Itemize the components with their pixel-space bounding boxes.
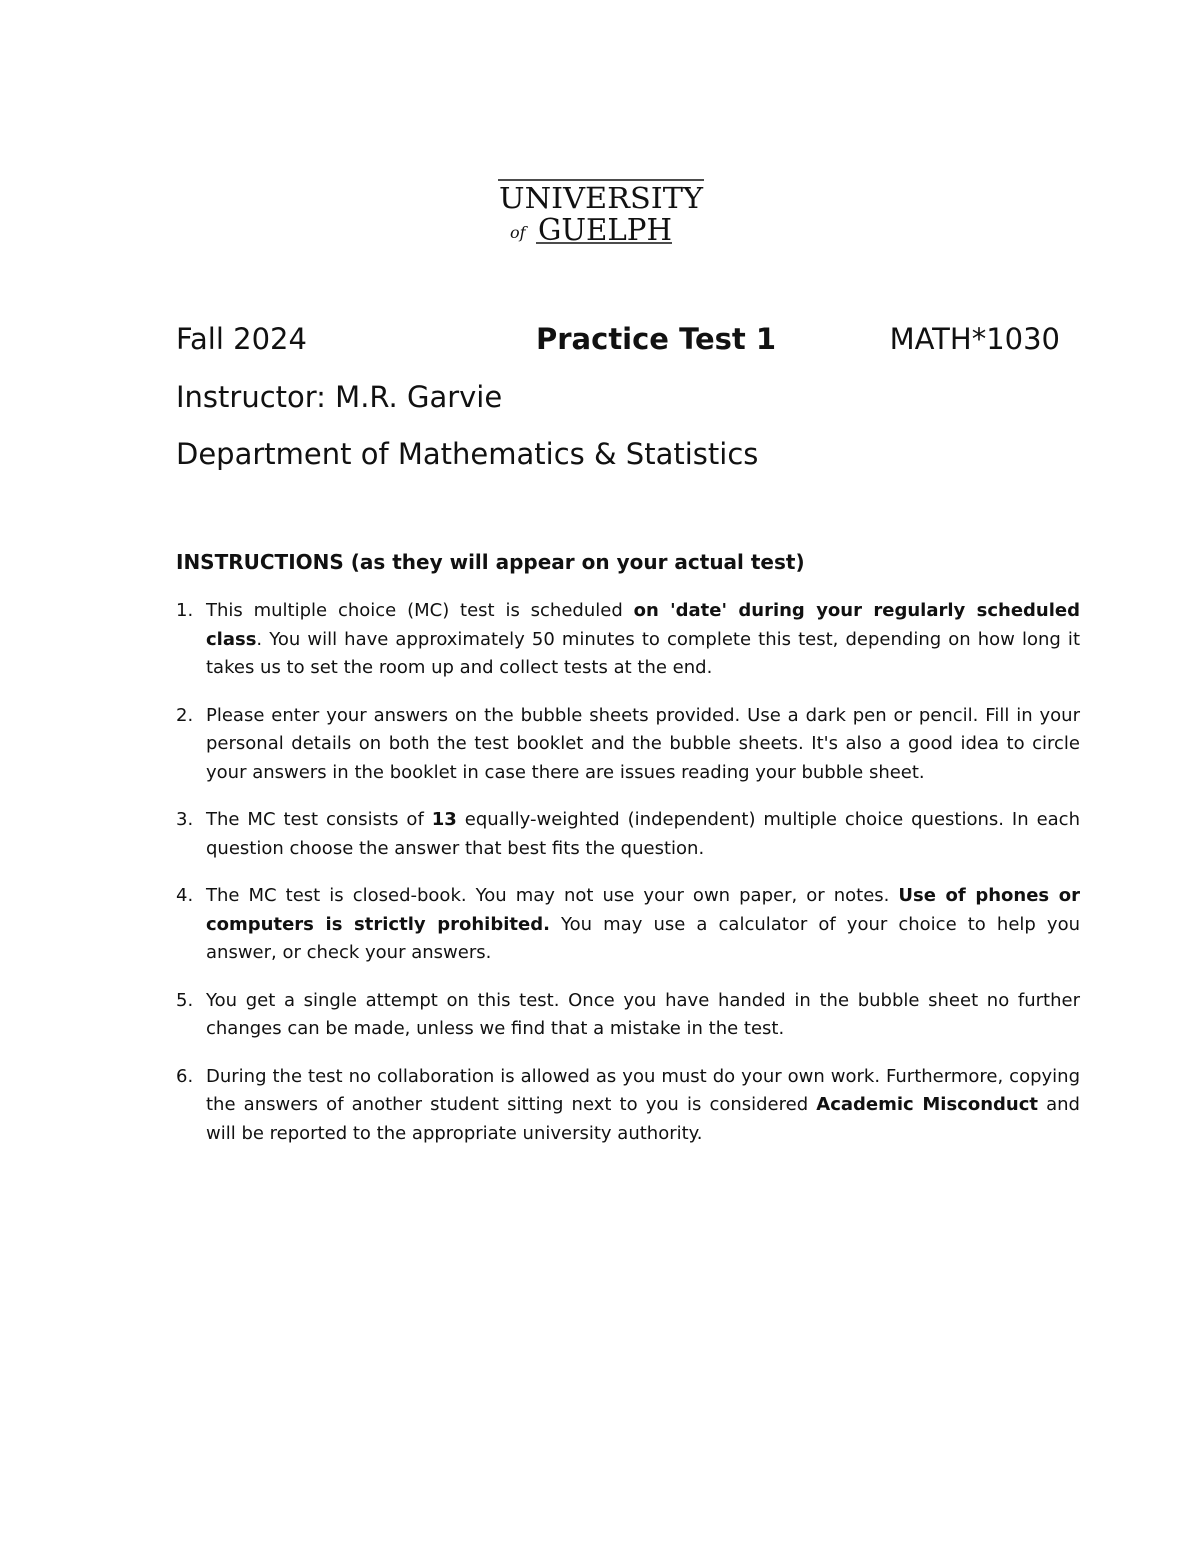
item-text: Please enter your answers on the bubble sheets provided. Use a dark pen or pencil. Fill in your personal details on both the test booklet and the bubble sheets. It's also a good idea to circle your answers in the booklet in case there are issues reading your bubble sheet. <box>206 704 1080 783</box>
item-text: The MC test is closed-book. You may not use your own paper, or notes. <box>206 885 899 906</box>
instructions-list <box>176 597 1080 1167</box>
item-bold-text: Academic Misconduct <box>816 1094 1038 1115</box>
item-number: 3. <box>176 809 194 830</box>
item-number: 5. <box>176 989 194 1011</box>
item-number: 1. <box>176 600 194 621</box>
instruction-item <box>176 806 1080 863</box>
instruction-item <box>176 1063 1080 1149</box>
title-row <box>176 322 1060 366</box>
item-text: During the test no collaboration is allowed as you must do your own work. Furthermore, copying the answers of another student sitting next to you is considered <box>206 1065 1080 1115</box>
item-number: 2. <box>176 704 194 726</box>
svg-text:UNIVERSITY: UNIVERSITY <box>499 181 704 215</box>
course-code: MATH*1030 <box>889 322 1060 356</box>
item-text: This multiple choice (MC) test is scheduled <box>206 600 634 621</box>
test-title: Practice Test 1 <box>536 322 777 356</box>
item-text: and will be reported to the appropriate university authority. <box>206 1094 1080 1144</box>
svg-text:of: of <box>510 223 526 242</box>
item-bold-text: 13 <box>431 809 457 830</box>
instruction-item <box>176 882 1080 968</box>
item-text: . You will have approximately 50 minutes to complete this test, depending on how long it takes us to set the room up and collect tests at the end. <box>206 628 1080 678</box>
item-text: You get a single attempt on this test. Once you have handed in the bubble sheet no further changes can be made, unless we find that a mistake in the test. <box>206 989 1080 1039</box>
department: Department of Mathematics & Statistics <box>176 437 759 471</box>
instruction-item <box>176 702 1080 788</box>
item-number: 4. <box>176 885 194 906</box>
item-text: The MC test consists of <box>206 809 432 830</box>
item-number: 6. <box>176 1065 194 1087</box>
instruction-item <box>176 597 1080 683</box>
svg-text:GUELPH: GUELPH <box>538 213 672 246</box>
item-bold-text: Use of phones or computers is strictly prohibited. <box>206 885 1080 935</box>
item-text: You may use a calculator of your choice to help you answer, or check your answers. <box>206 913 1080 963</box>
term: Fall 2024 <box>176 322 307 356</box>
item-bold-text: on 'date' during your regularly scheduled class <box>206 600 1080 650</box>
item-text: equally-weighted (independent) multiple choice questions. In each question choose the answer that best fits the question. <box>206 809 1080 859</box>
university-logo <box>496 176 706 246</box>
instruction-item <box>176 987 1080 1044</box>
instructor: Instructor: M.R. Garvie <box>176 380 503 414</box>
instructions-heading: INSTRUCTIONS (as they will appear on your actual test) <box>176 550 805 574</box>
